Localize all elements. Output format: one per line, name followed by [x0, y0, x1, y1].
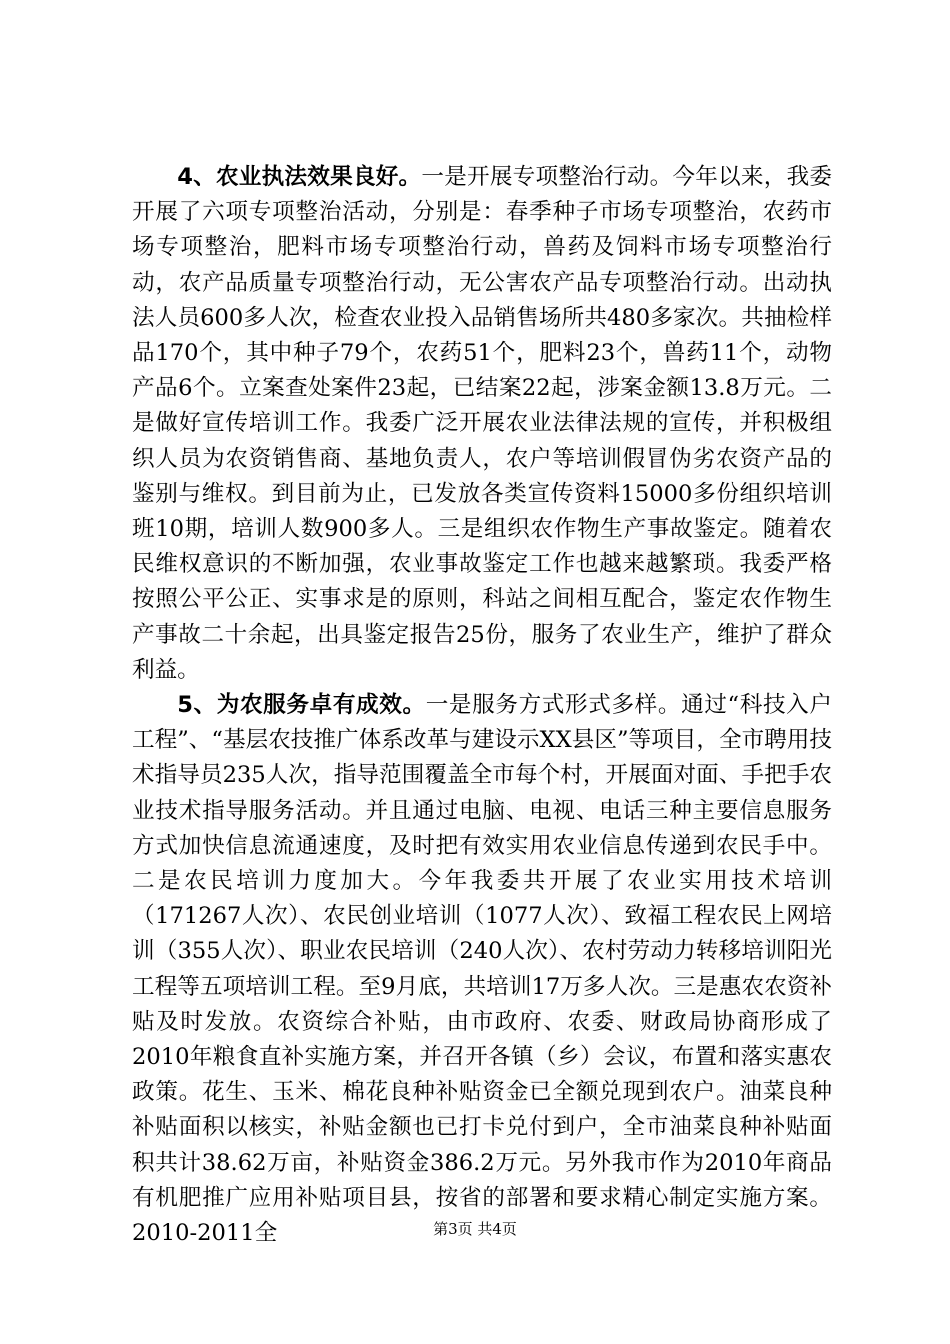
paragraph-farmer-services [132, 688, 832, 1251]
paragraph-text: 一是开展专项整治行动。今年以来，我委开展了六项专项整治活动，分别是：春季种子市场专项整治，农药市场专项整治，肥料市场专项整治行动，兽药及饲料市场专项整治行动，农产品质量专项整治行动，无公害农产品专项整治行动。出动执法人员600多人次，检查农业投入品销售场所共480多家次。共抽检样品170个，其中种子79个，农药51个，肥料23个，兽药11个，动物产品6个。立案查处案件23起，已结案22起，涉案金额13.8万元。二是做好宣传培训工作。我委广泛开展农业法律法规的宣传，并积极组织人员为农资销售商、基地负责人，农户等培训假冒伪劣农资产品的鉴别与维权。到目前为止，已发放各类宣传资料15000多份组织培训班10期，培训人数900多人。三是组织农作物生产事故鉴定。随着农民维权意识的不断加强，农业事故鉴定工作也越来越繁琐。我委严格按照公平公正、实事求是的原则，科站之间相互配合，鉴定农作物生产事故二十余起，出具鉴定报告25份，服务了农业生产，维护了群众利益。 [132, 164, 832, 683]
page-number-footer: 第3页 共4页 [433, 1220, 517, 1238]
document-body [132, 160, 832, 1251]
paragraph-agricultural-enforcement [132, 160, 832, 688]
paragraph-heading: 5、为农服务卓有成效。 [177, 692, 426, 719]
paragraph-text: 一是服务方式形式多样。通过“科技入户工程”、“基层农技推广体系改革与建设示XX县区”等项目，全市聘用技术指导员235人次，指导范围覆盖全市每个村，开展面对面、手把手农业技术指导服务活动。并且通过电脑、电视、电话三种主要信息服务方式加快信息流通速度，及时把有效实用农业信息传递到农民手中。二是农民培训力度加大。今年我委共开展了农业实用技术培训（171267人次）、农民创业培训（1077人次）、致福工程农民上网培训（355人次）、职业农民培训（240人次）、农村劳动力转移培训阳光工程等五项培训工程。至9月底，共培训17万多人次。三是惠农农资补贴及时发放。农资综合补贴，由市政府、农委、财政局协商形成了2010年粮食直补实施方案，并召开各镇（乡）会议，布置和落实惠农政策。花生、玉米、棉花良种补贴资金已全额兑现到农户。油菜良种补贴面积以核实，补贴金额也已打卡兑付到户，全市油菜良种补贴面积共计38.62万亩，补贴资金386.2万元。另外我市作为2010年商品有机肥推广应用补贴项目县，按省的部署和要求精心制定实施方案。2010-2011全 [132, 692, 832, 1247]
paragraph-heading: 4、农业执法效果良好。 [177, 164, 422, 190]
